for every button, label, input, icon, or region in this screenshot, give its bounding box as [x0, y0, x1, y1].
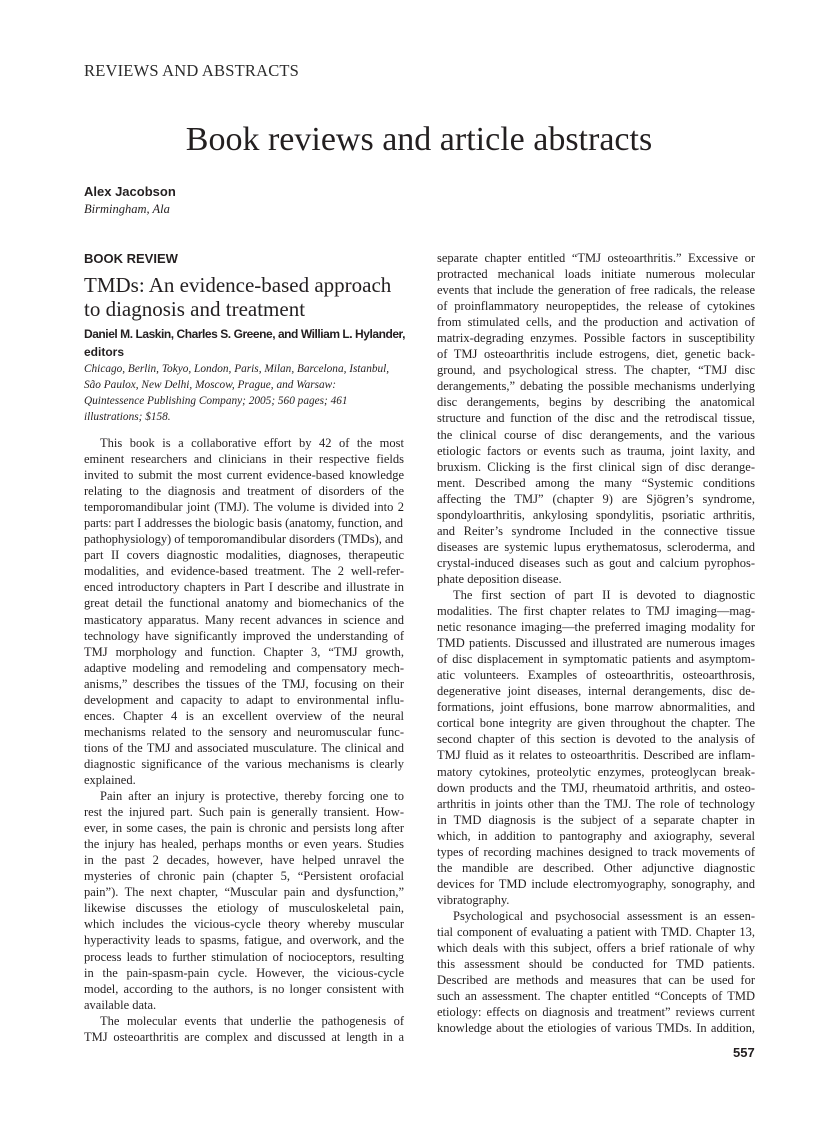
text-line-content: degenerative joint diseases, internal derangements, disc de-	[437, 684, 755, 699]
text-line-content: which includes the vicious-cycle theory whereby muscular	[84, 917, 404, 932]
text-line-content: tions of the TMJ and associated musculature. The clinical and	[84, 740, 404, 755]
text-line-content: part II covers diagnostic modalities, diagnoses, therapeutic	[84, 548, 404, 563]
text-line	[437, 443, 755, 459]
text-line	[84, 756, 404, 772]
book-title	[84, 273, 414, 321]
paragraph	[84, 435, 404, 788]
text-line-content: modalities, and evidence-based treatment. The 2 well-refer-	[84, 564, 404, 579]
paragraph	[437, 250, 755, 587]
text-line-content: vibratography.	[437, 892, 510, 907]
editors-line-text: editors	[84, 345, 125, 359]
text-line	[437, 330, 755, 346]
text-line-content: crystal-induced diseases such as gout and calcium pyrophos-	[437, 555, 755, 570]
text-line	[84, 788, 404, 804]
text-line	[84, 708, 404, 724]
text-line	[437, 459, 755, 475]
editors-line-text: Daniel M. Laskin, Charles S. Greene, and William L. Hylander,	[84, 327, 405, 341]
text-line	[84, 499, 404, 515]
text-line	[84, 949, 404, 965]
text-line	[84, 772, 404, 788]
text-line-content: events that include the generation of free radicals, the release	[437, 283, 755, 298]
text-line	[84, 1013, 404, 1029]
book-editors	[84, 325, 406, 361]
text-line	[84, 965, 404, 981]
text-line	[437, 780, 755, 796]
book-title-line: TMDs: An evidence-based approach	[84, 273, 392, 297]
text-line	[84, 435, 404, 451]
text-line-content: model, according to the authors, is no longer consistent with	[84, 981, 404, 996]
text-line	[437, 812, 755, 828]
text-line	[437, 924, 755, 940]
publication-line-text: illustrations; $158.	[84, 411, 171, 423]
text-line	[84, 628, 404, 644]
text-line	[84, 724, 404, 740]
text-line	[84, 451, 404, 467]
text-line	[437, 298, 755, 314]
text-line-content: and Reiter’s syndrome Included in the connective tissue	[437, 523, 755, 538]
text-line-content: etiologic factors or events such as trauma, joint laxity, and	[437, 443, 755, 458]
text-line-content: separate chapter entitled “TMJ osteoarthritis.” Excessive or	[437, 251, 755, 265]
text-line-content: enced introductory chapters in Part I describe and illustrate in	[84, 580, 404, 595]
text-line	[84, 563, 404, 579]
text-line-content: ences. Chapter 4 is an excellent overview of the neural	[84, 708, 404, 723]
text-line-content: TMD patients. Discussed and illustrated are numerous images	[437, 636, 755, 651]
text-line	[437, 764, 755, 780]
text-line	[84, 676, 404, 692]
text-line-content: from stimulated cells, and the production and activation of	[437, 315, 755, 330]
text-line-content: diagnostic significance of the various mechanisms is clearly	[84, 756, 404, 771]
text-line	[437, 667, 755, 683]
text-line	[437, 266, 755, 282]
text-line-content: parts: part I addresses the biologic basis (anatomy, function, and	[84, 516, 403, 531]
text-line-content: This book is a collaborative effort by 42 of the most	[100, 436, 404, 450]
text-line	[84, 531, 404, 547]
text-line-content: down products and the TMJ, rheumatoid arthritis, and osteo-	[437, 780, 755, 795]
text-line	[437, 715, 755, 731]
text-line	[437, 828, 755, 844]
publication-line-text: Chicago, Berlin, Tokyo, London, Paris, Milan, Barcelona, Istanbul,	[84, 363, 390, 375]
text-line	[84, 868, 404, 884]
text-line	[437, 314, 755, 330]
text-line	[84, 1029, 404, 1045]
text-line-content: TMJ fluid as it relates to osteoarthritis. Described are inflam-	[437, 748, 755, 763]
page-title: Book reviews and article abstracts	[185, 121, 653, 158]
text-line	[437, 956, 755, 972]
text-line-content: rest the injured part. Such pain is generally transient. How-	[84, 805, 404, 820]
publication-line	[84, 409, 406, 425]
text-line-content: pathophysiology) of temporomandibular disorders (TMDs), and	[84, 532, 403, 547]
text-line-content: invited to submit the most current evidence-based knowledge	[84, 468, 404, 483]
text-line-content: the injury has healed, perhaps months or even years. Studies	[84, 837, 404, 852]
text-line-content: The molecular events that underlie the pathogenesis of	[100, 1013, 404, 1028]
text-line-content: mysteries of chronic pain (chapter 5, “Persistent orofacial	[84, 869, 404, 884]
text-line-content: second chapter of this section is devoted to the analysis of	[437, 732, 755, 747]
text-line	[84, 916, 404, 932]
text-line	[84, 836, 404, 852]
text-line-content: knowledge about the etiologies of various TMDs. In addition,	[437, 1021, 755, 1036]
publication-line	[84, 361, 406, 377]
text-line	[84, 515, 404, 531]
editors-line	[84, 325, 406, 343]
text-line	[437, 394, 755, 410]
text-line	[84, 932, 404, 948]
text-line-content: disc derangements, begins by describing the anatomical	[437, 395, 755, 410]
text-line-content: spondyloarthritis, ankylosing spondylitis, psoriatic arthritis,	[437, 507, 755, 522]
text-line	[84, 467, 404, 483]
text-line-content: derangements,” debating the possible mechanisms underlying	[437, 379, 755, 394]
text-line-content: The first section of part II is devoted to diagnostic	[453, 587, 755, 602]
right-column-body	[437, 250, 755, 1036]
publication-line	[84, 393, 406, 409]
text-line	[437, 555, 755, 571]
left-column-body	[84, 435, 404, 1045]
text-line-content: TMJ osteoarthritis are complex and discussed at length in a	[84, 1029, 404, 1044]
text-line	[84, 997, 404, 1013]
text-line-content: arthritis in joints other than the TMJ. The role of technology	[437, 796, 755, 811]
publication-line-text: Quintessence Publishing Company; 2005; 560 pages; 461	[84, 395, 348, 407]
text-line-content: atic volunteers. Examples of osteoarthritis, osteoarthrosis,	[437, 668, 755, 683]
text-line-content: bruxism. Clicking is the first clinical sign of disc derange-	[437, 459, 755, 474]
text-line-content: of TMJ osteoarthritis include estrogens, diet, genetic back-	[437, 347, 755, 362]
text-line	[437, 507, 755, 523]
text-line-content: types of recording machines designed to track movements of	[437, 844, 755, 859]
paragraph	[84, 788, 404, 1013]
text-line	[84, 900, 404, 916]
text-line-content: ground, and psychological stress. The chapter, “TMJ disc	[437, 363, 755, 378]
text-line	[437, 747, 755, 763]
text-line	[84, 852, 404, 868]
text-line	[437, 603, 755, 619]
editors-line	[84, 343, 406, 361]
text-line	[437, 250, 755, 266]
text-line-content: mechanisms related to the sensory and neuromuscular func-	[84, 724, 404, 739]
publication-info	[84, 361, 406, 425]
text-line	[84, 981, 404, 997]
text-line-content: technology have significantly improved the understanding of	[84, 628, 404, 643]
text-line-content: ever, in some cases, the pain is chronic and persists long after	[84, 821, 404, 836]
text-line	[437, 844, 755, 860]
text-line	[84, 644, 404, 660]
text-line-content: available data.	[84, 997, 157, 1012]
text-line	[84, 579, 404, 595]
book-title-line: to diagnosis and treatment	[84, 297, 306, 321]
text-line-content: pain”). The next chapter, “Muscular pain and dysfunction,”	[84, 885, 404, 900]
text-line	[437, 988, 755, 1004]
text-line-content: diseases are systemic lupus erythematosus, scleroderma, and	[437, 539, 755, 554]
text-line-content: hyperactivity leads to spasms, fatigue, and overwork, and the	[84, 933, 404, 948]
text-line	[437, 683, 755, 699]
text-line	[437, 362, 755, 378]
page-number: 557	[733, 1045, 755, 1060]
author-name: Alex Jacobson	[84, 184, 176, 199]
text-line-content: great detail the functional anatomy and biomechanics of the	[84, 596, 404, 611]
text-line-content: Pain after an injury is protective, thereby forcing one to	[100, 789, 404, 804]
text-line	[437, 346, 755, 362]
publication-line-text: São Paulox, New Delhi, Moscow, Prague, and Warsaw:	[84, 379, 336, 391]
text-line-content: netic resonance imaging—the preferred imaging modality for	[437, 620, 755, 635]
text-line	[437, 571, 755, 587]
text-line-content: this assessment should be conducted for TMD patients.	[437, 957, 755, 972]
author-location: Birmingham, Ala	[84, 202, 170, 216]
text-line-content: process leads to further stimulation of nocioceptors, resulting	[84, 949, 404, 964]
text-line-content: in TMD diagnosis is the subject of a separate chapter in	[437, 812, 755, 827]
text-line	[437, 523, 755, 539]
text-line	[437, 892, 755, 908]
text-line-content: of proinflammatory neuropeptides, the release of cytokines	[437, 299, 755, 314]
text-line	[437, 699, 755, 715]
text-line-content: Described are methods and measures that can be used for	[437, 973, 755, 988]
text-line	[437, 410, 755, 426]
text-line-content: etiology: effects on diagnosis and treatment” reviews current	[437, 1005, 755, 1020]
text-line-content: matrix-degrading enzymes. Possible factors in susceptibility	[437, 331, 755, 346]
text-line-content: anisms,” describes the tissues of the TMJ, focusing on their	[84, 676, 404, 691]
text-line-content: which deals with this subject, offers a brief rationale of why	[437, 941, 755, 956]
text-line	[84, 804, 404, 820]
text-line	[437, 282, 755, 298]
text-line-content: tial component of evaluating a patient with TMD. Chapter 13,	[437, 924, 755, 939]
text-line	[437, 1004, 755, 1020]
text-line-content: matory cytokines, proteolytic enzymes, proteoglycan break-	[437, 764, 755, 779]
text-line	[84, 820, 404, 836]
text-line	[437, 876, 755, 892]
text-line-content: formations, joint effusions, bone marrow abnormalities, and	[437, 700, 755, 715]
text-line-content: in the past 2 decades, however, have helped unravel the	[84, 853, 404, 868]
text-line-content: relating to the diagnosis and treatment of disorders of the	[84, 484, 404, 499]
text-line-content: eminent researchers and clinicians in their respective fields	[84, 452, 404, 467]
text-line	[437, 731, 755, 747]
text-line-content: cortical bone integrity are given throughout the chapter. The	[437, 716, 755, 731]
text-line-content: masticatory apparatus. Many recent advances in science and	[84, 612, 404, 627]
text-line-content: in the pain-spasm-pain cycle. However, the vicious-cycle	[84, 965, 404, 980]
text-line-content: temporomandibular joint (TMJ). The volume is divided into 2	[84, 500, 404, 515]
text-line-content: phate deposition disease.	[437, 571, 562, 586]
text-line	[437, 635, 755, 651]
text-line-content: Psychological and psychosocial assessment is an essen-	[453, 908, 755, 923]
text-line-content: explained.	[84, 772, 136, 787]
text-line	[84, 483, 404, 499]
text-line-content: TMJ morphology and function. Chapter 3, “TMJ growth,	[84, 644, 404, 659]
text-line-content: such an assessment. The chapter entitled “Concepts of TMD	[437, 989, 755, 1004]
text-line	[84, 884, 404, 900]
text-line	[84, 692, 404, 708]
text-line	[84, 595, 404, 611]
text-line-content: devices for TMD include electromyography, sonography, and	[437, 876, 755, 891]
text-line	[437, 475, 755, 491]
text-line	[437, 491, 755, 507]
text-line-content: ment. Described among the many “Systemic conditions	[437, 475, 755, 490]
paragraph	[84, 1013, 404, 1045]
text-line	[437, 796, 755, 812]
text-line	[437, 378, 755, 394]
text-line	[84, 547, 404, 563]
text-line-content: modalities. The first chapter relates to TMJ imaging—mag-	[437, 604, 755, 619]
text-line-content: affecting the TMJ” (chapter 9) are Sjögren’s syndrome,	[437, 491, 755, 506]
section-heading: REVIEWS AND ABSTRACTS	[84, 61, 300, 80]
text-line-content: the mandible are described. Other adjunctive diagnostic	[437, 860, 755, 875]
text-line	[84, 660, 404, 676]
publication-line	[84, 377, 406, 393]
text-line	[437, 908, 755, 924]
paragraph	[437, 587, 755, 908]
text-line	[437, 427, 755, 443]
text-line	[437, 539, 755, 555]
text-line	[84, 740, 404, 756]
text-line-content: which, in addition to pantography and axiography, several	[437, 828, 755, 843]
text-line	[437, 587, 755, 603]
text-line	[437, 1020, 755, 1036]
text-line	[437, 619, 755, 635]
paragraph	[437, 908, 755, 1036]
text-line	[437, 972, 755, 988]
text-line-content: adaptive modeling and remodeling and compensatory mech-	[84, 660, 404, 675]
text-line-content: development and capacity to adapt to environmental influ-	[84, 692, 404, 707]
text-line-content: the clinical course of disc derangements, and the various	[437, 427, 755, 442]
review-type-label: BOOK REVIEW	[84, 251, 178, 266]
text-line	[437, 940, 755, 956]
text-line	[437, 860, 755, 876]
text-line-content: protracted mechanical loads initiate numerous molecular	[437, 267, 755, 282]
text-line-content: likewise discusses the etiology of musculoskeletal pain,	[84, 901, 404, 916]
text-line-content: structure and function of the disc and the retrodiscal tissue,	[437, 411, 755, 426]
text-line-content: of disc displacement in symptomatic patients and asymptom-	[437, 652, 755, 667]
text-line	[84, 612, 404, 628]
text-line	[437, 651, 755, 667]
